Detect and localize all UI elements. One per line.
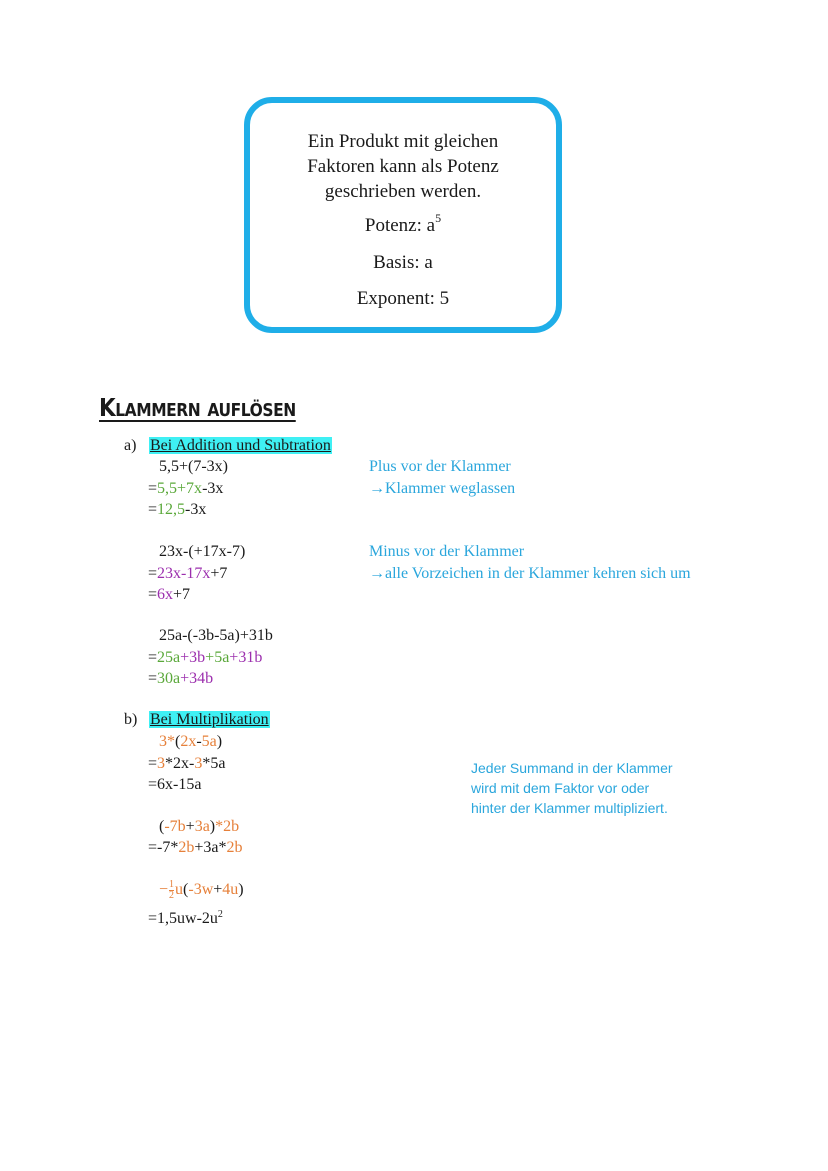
subheading-a: a) Bei Addition und Subtration — [124, 437, 331, 454]
note-plus: Plus vor der Klammer — [369, 458, 511, 475]
example-a2-line2: =23x-17x+7 — [148, 565, 228, 582]
example-a2-line1: 23x-(+17x-7) — [159, 543, 246, 560]
note-multiplication: Jeder Summand in der Klammer wird mit dem Faktor vor oder hinter der Klammer multipliziert. — [471, 760, 673, 816]
example-b1-line2: =3*2x-3*5a — [148, 755, 226, 772]
note-minus-arrow: →alle Vorzeichen in der Klammer kehren sich um — [369, 565, 691, 582]
definition-box — [244, 97, 562, 333]
exponent-line: Exponent: 5 — [356, 288, 450, 309]
note-minus: Minus vor der Klammer — [369, 543, 525, 560]
basis-line: Basis: a — [373, 252, 433, 273]
example-a1-line2: =5,5+7x-3x — [148, 480, 224, 497]
section-heading: Klammern auflösen — [99, 393, 296, 422]
example-b1-line3: =6x-15a — [148, 776, 202, 793]
note-plus-arrow: →Klammer weglassen — [369, 480, 516, 497]
example-b2-line1: (-7b+3a)*2b — [159, 818, 240, 835]
example-b3-line2: $=1,5uw-2u^2$ — [148, 909, 223, 927]
definition-text: Ein Produkt mit gleichen Faktoren kann als Potenz geschrieben werden. — [307, 131, 499, 202]
subheading-b: b) Bei Multiplikation — [124, 711, 269, 728]
fraction-one-half: $\frac{1}{2}$ — [169, 879, 175, 901]
example-a3-line2: =25a+3b+5a+31b — [148, 649, 263, 666]
example-b3-line1: − $\frac{1}{2}$ u(-3w+4u) — [159, 879, 244, 901]
potenz-line: Potenz: $a^5$ — [364, 211, 442, 236]
example-b1-line1: 3*(2x-5a) — [159, 733, 223, 750]
example-a1-line1: 5,5+(7-3x) — [159, 458, 229, 475]
example-b2-line2: =-7*2b+3a*2b — [148, 839, 243, 856]
example-a3-line3: =30a+34b — [148, 670, 214, 687]
example-a3-line1: 25a-(-3b-5a)+31b — [159, 627, 273, 644]
example-a2-line3: =6x+7 — [148, 586, 191, 603]
example-a1-line3: =12,5-3x — [148, 501, 207, 518]
